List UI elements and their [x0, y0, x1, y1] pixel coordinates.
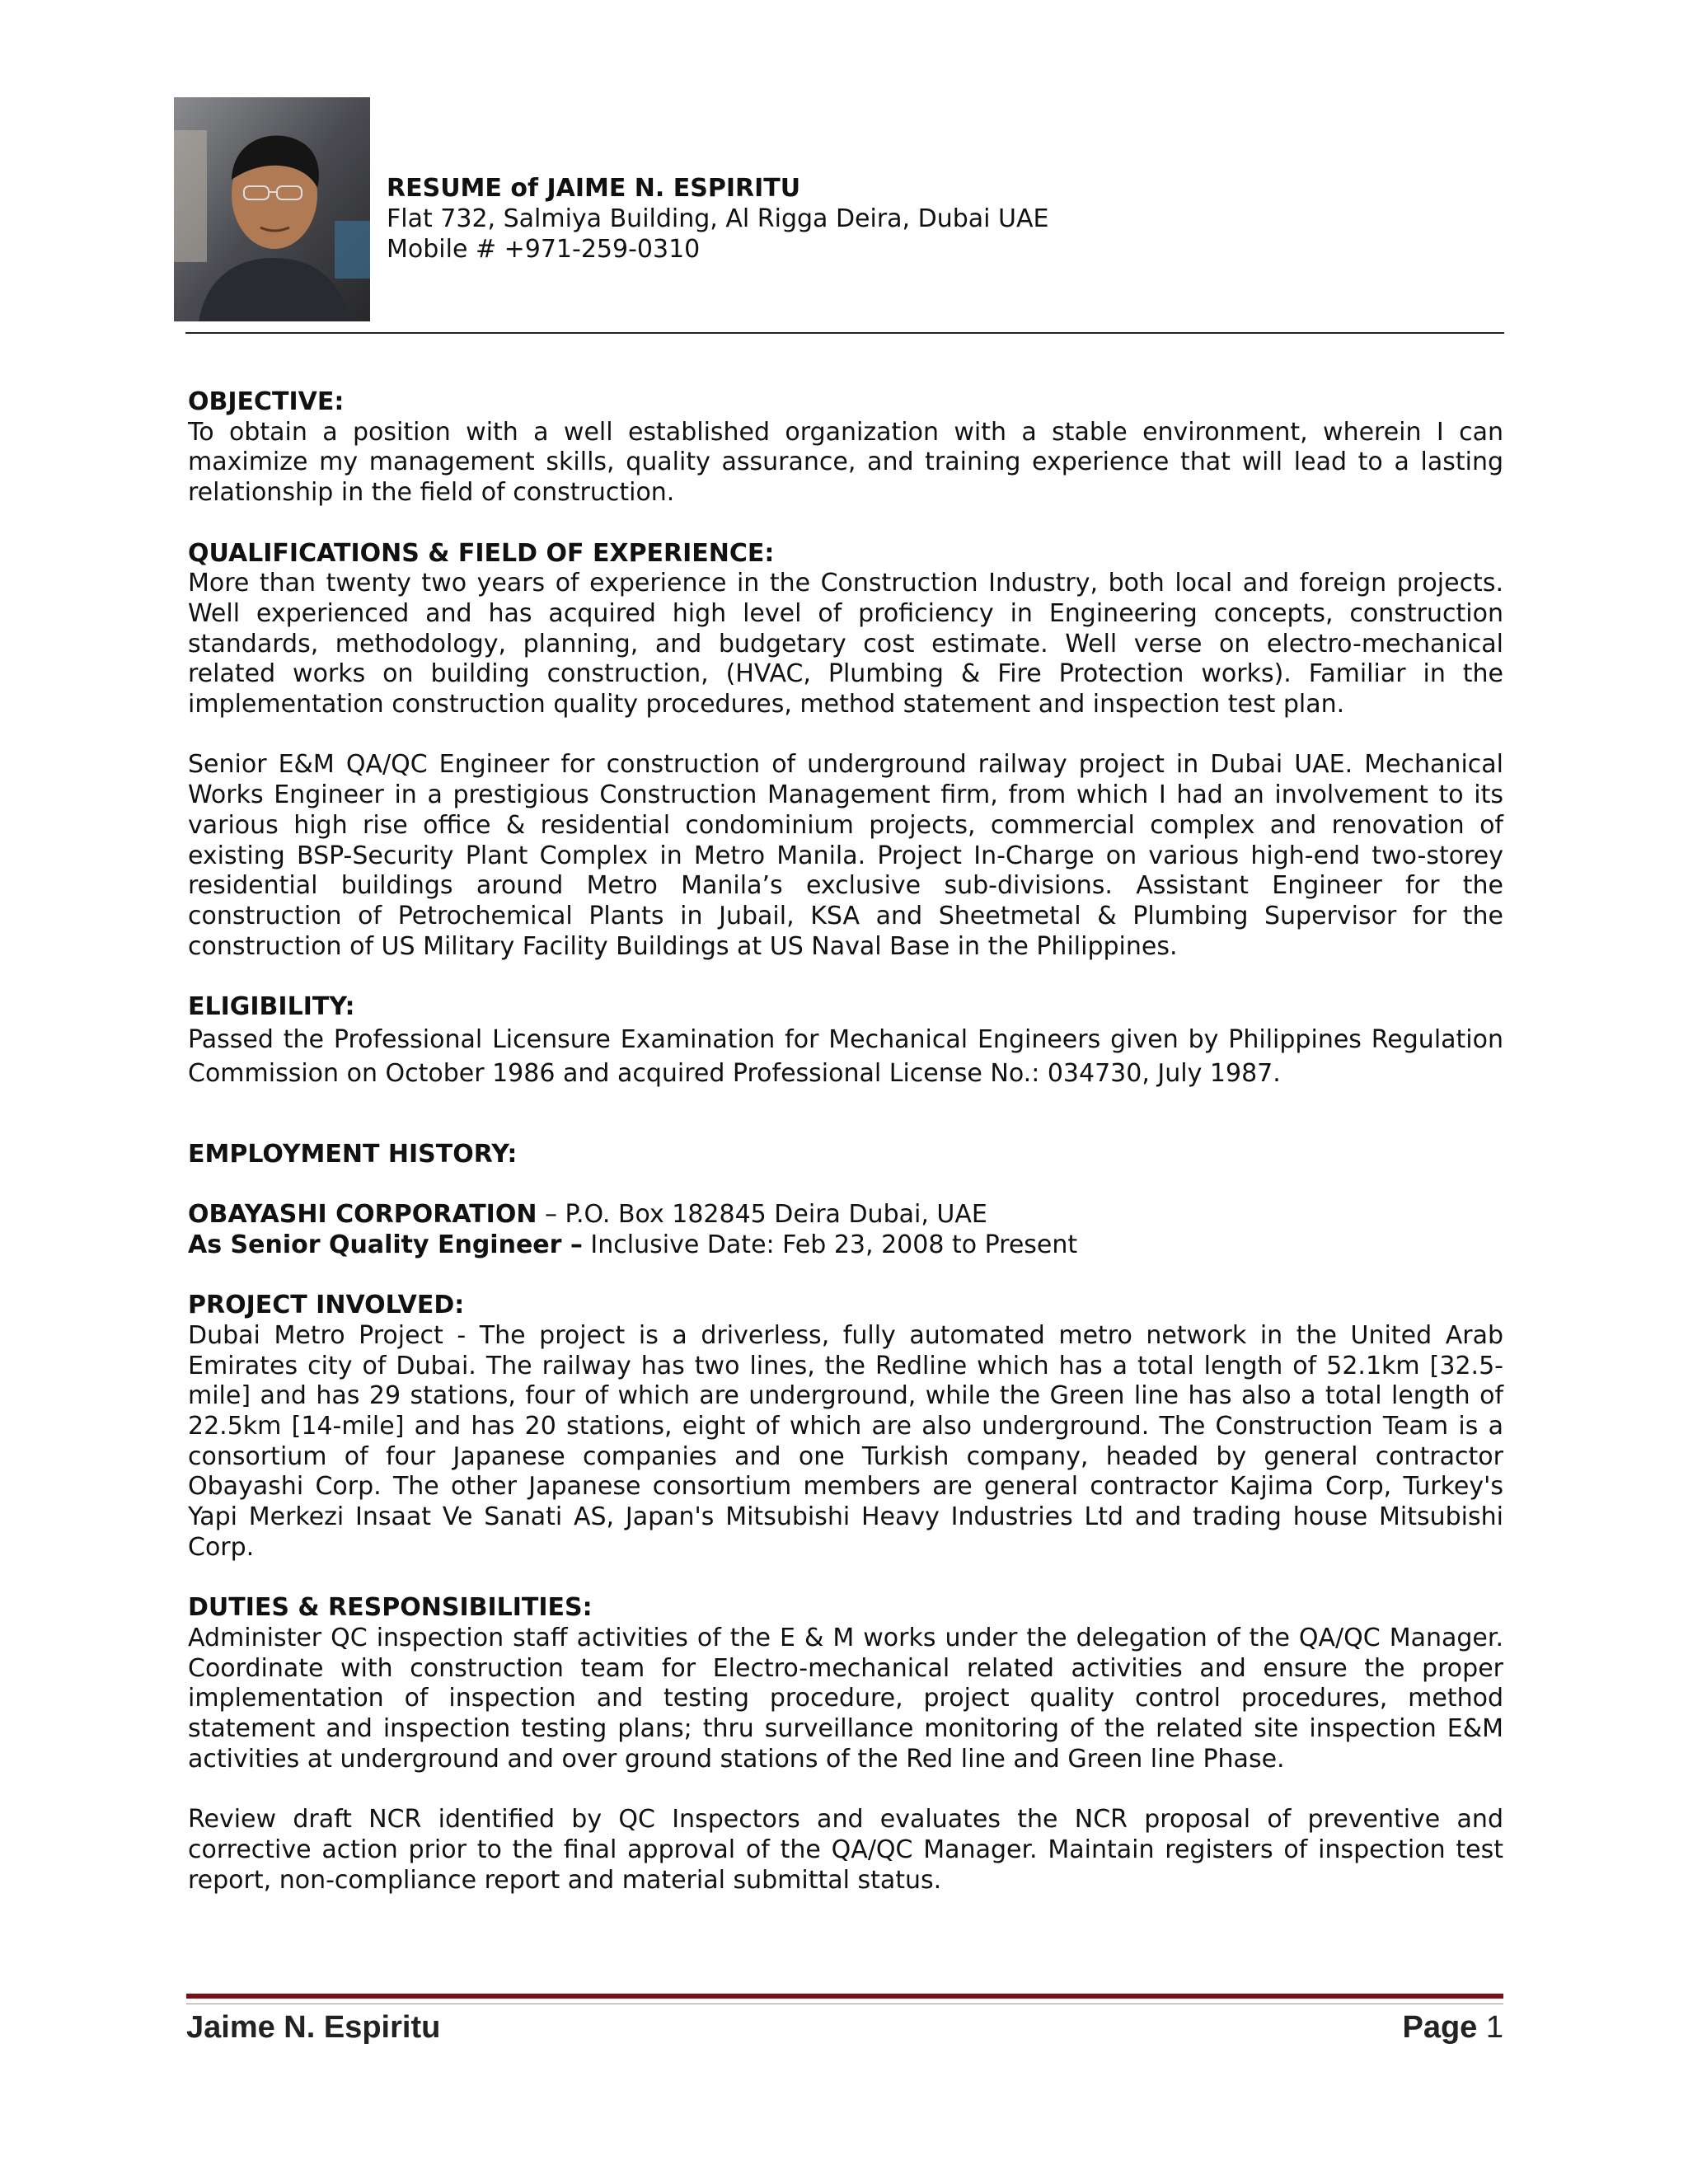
duties-heading: DUTIES & RESPONSIBILITIES:	[188, 1593, 593, 1623]
header-divider	[185, 332, 1504, 334]
position-line	[188, 1230, 1503, 1261]
person-portrait-icon	[174, 97, 370, 321]
qualifications-paragraph-1: More than twenty two years of experience in the Construction Industry, both local and foreign projects. Well experienced and has acquired high level of proficiency in Engineering concepts, construction standards, methodology, planning, and budgetary cost estimate. Well verse on electro-mechanical related works on building construction, (HVAC, Plumbing & Fire Protection works). Familiar in the implementation construction quality procedures, method statement and inspection test plan.	[188, 569, 1503, 719]
page-label: Page	[1402, 2010, 1478, 2045]
employment-heading: EMPLOYMENT HISTORY:	[188, 1139, 518, 1169]
resume-title: RESUME of JAIME N. ESPIRITU	[387, 174, 801, 203]
objective-text: To obtain a position with a well established organization with a stable environment, wherein I can maximize my management skills, quality assurance, and training experience that will lead to a lasting relationship in the field of construction.	[188, 417, 1503, 508]
duties-paragraph-2: Review draft NCR identified by QC Inspectors and evaluates the NCR proposal of preventive and corrective action prior to the final approval of the QA/QC Manager. Maintain registers of inspection test report, non-compliance report and material submittal status.	[188, 1805, 1503, 1895]
profile-photo	[174, 97, 370, 321]
eligibility-heading: ELIGIBILITY:	[188, 992, 355, 1022]
project-heading: PROJECT INVOLVED:	[188, 1291, 465, 1320]
project-text: Dubai Metro Project - The project is a driverless, fully automated metro network in the United Arab Emirates city of Dubai. The railway has two lines, the Redline which has a total length of 52.1km [32.5-mile] and has 29 stations, four of which are underground, while the Green line has also a total length of 22.5km [14-mile] and has 20 stations, eight of which are also underground. The Construction Team is a consortium of four Japanese companies and one Turkish company, headed by general contractor Obayashi Corp. The other Japanese consortium members are general contractor Kajima Corp, Turkey's Yapi Merkezi Insaat Ve Sanati AS, Japan's Mitsubishi Heavy Industries Ltd and trading house Mitsubishi Corp.	[188, 1320, 1503, 1562]
position-date: Inclusive Date: Feb 23, 2008 to Present	[582, 1230, 1078, 1259]
mobile-line: Mobile # +971-259-0310	[387, 235, 701, 264]
company-address: – P.O. Box 182845 Deira Dubai, UAE	[537, 1200, 987, 1230]
objective-heading: OBJECTIVE:	[188, 387, 345, 416]
footer-name: Jaime N. Espiritu	[186, 2010, 441, 2045]
company-name: OBAYASHI CORPORATION	[188, 1200, 537, 1230]
footer-page-number	[1402, 2010, 1503, 2046]
eligibility-text: Passed the Professional Licensure Examination for Mechanical Engineers given by Philippines Regulation Commission on October 1986 and acquired Professional License No.: 034730, July 1987.	[188, 1024, 1503, 1088]
page-number: 1	[1485, 2010, 1503, 2045]
address-line: Flat 732, Salmiya Building, Al Rigga Deira, Dubai UAE	[387, 204, 1049, 233]
resume-body	[188, 387, 1503, 1896]
position-title: As Senior Quality Engineer –	[188, 1230, 583, 1259]
duties-paragraph-1: Administer QC inspection staff activities of the E & M works under the delegation of the QA/QC Manager. Coordinate with construction team for Electro-mechanical related activities and ensure the proper implementation of inspection and testing procedure, project quality control procedures, method statement and inspection testing plans; thru surveillance monitoring of the related site inspection E&M activities at underground and over ground stations of the Red line and Green line Phase.	[188, 1623, 1503, 1774]
footer-divider-thick	[186, 1994, 1503, 1999]
company-line	[188, 1200, 1503, 1230]
qualifications-heading: QUALIFICATIONS & FIELD OF EXPERIENCE:	[188, 538, 775, 568]
resume-header	[387, 173, 1048, 265]
qualifications-paragraph-2: Senior E&M QA/QC Engineer for construction of underground railway project in Dubai UAE. Mechanical Works Engineer in a prestigious Construction Management firm, from which I had an involvement to its various high rise office & residential condominium projects, commercial complex and renovation of existing BSP-Security Plant Complex in Metro Manila. Project In-Charge on various high-end two-storey residential buildings around Metro Manila’s exclusive sub-divisions. Assistant Engineer for the construction of Petrochemical Plants in Jubail, KSA and Sheetmetal & Plumbing Supervisor for the construction of US Military Facility Buildings at US Naval Base in the Philippines.	[188, 750, 1503, 961]
